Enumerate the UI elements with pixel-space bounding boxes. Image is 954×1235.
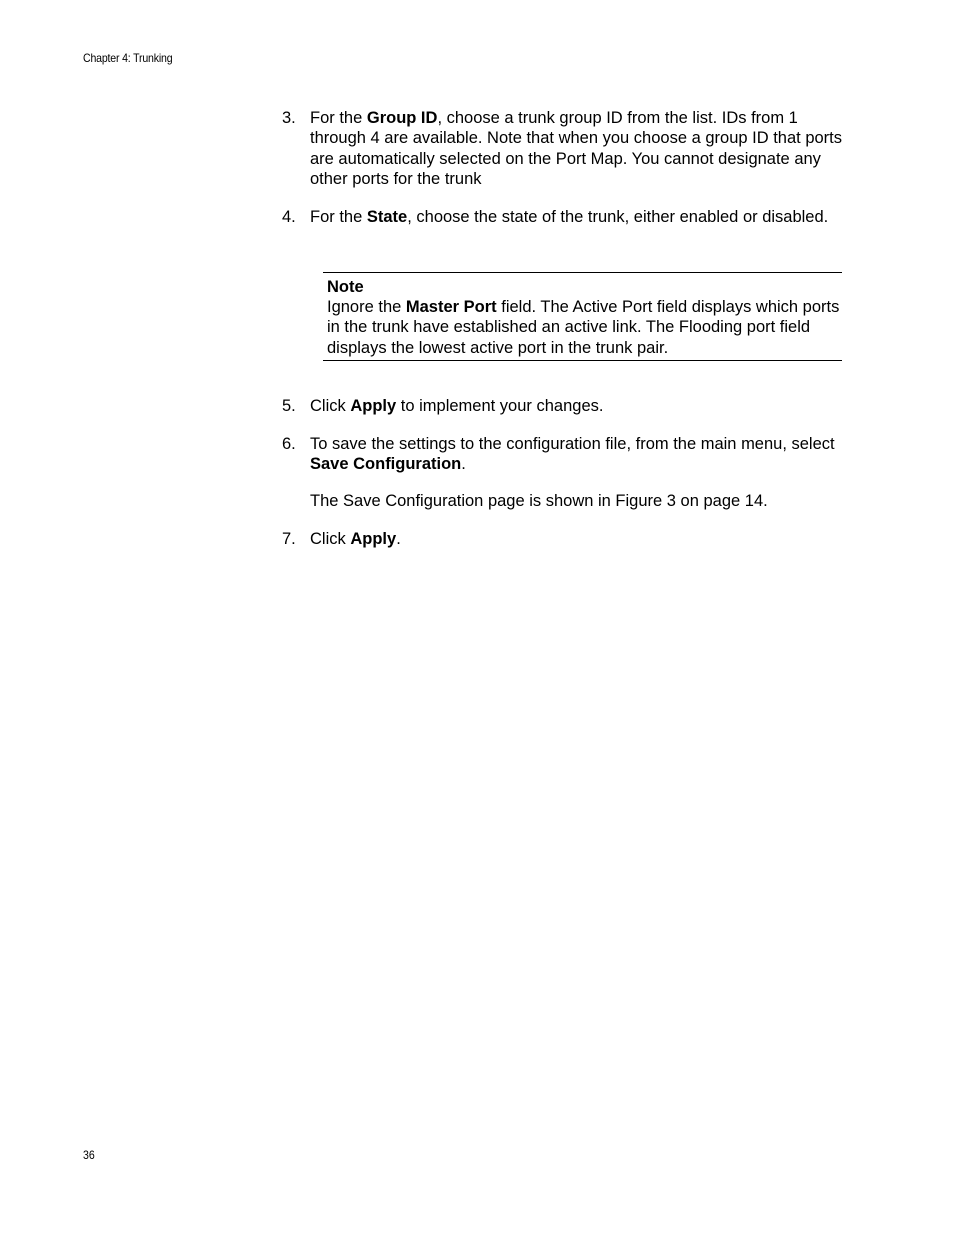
step-7 — [282, 529, 842, 549]
step-6-followup: The Save Configuration page is shown in Figure 3 on page 14. — [310, 492, 768, 510]
step-number: 6. — [282, 435, 296, 453]
running-header: Chapter 4: Trunking — [83, 51, 173, 65]
step-5 — [282, 396, 842, 416]
step-3 — [282, 108, 842, 189]
step-number: 4. — [282, 208, 296, 226]
step-6 — [282, 434, 842, 475]
note-title: Note — [327, 278, 364, 296]
note-text: Ignore the Master Port field. The Active Port field displays which ports in the trunk have established an active link. The Flooding port field displays the lowest active port in the trunk pair. — [327, 298, 840, 357]
step-number: 3. — [282, 109, 296, 127]
ui-term-state: State — [366, 208, 408, 226]
note-box — [323, 272, 842, 361]
step-text: Click Apply to implement your changes. — [310, 397, 604, 415]
ui-term-apply: Apply — [350, 397, 397, 415]
page-number: 36 — [83, 1148, 95, 1162]
step-number: 7. — [282, 530, 296, 548]
ui-term-group-id: Group ID — [366, 109, 438, 127]
step-text: Click Apply. — [310, 530, 401, 548]
ui-term-master-port: Master Port — [405, 298, 497, 316]
step-text: To save the settings to the configuration file, from the main menu, select Save Configuration. — [310, 435, 835, 474]
step-text: For the State, choose the state of the trunk, either enabled or disabled. — [310, 208, 829, 226]
ui-term-apply: Apply — [350, 530, 397, 548]
step-4 — [282, 207, 842, 227]
step-text: For the Group ID, choose a trunk group ID from the list. IDs from 1 through 4 are available. Note that when you choose a group ID that ports are automatically selected on the Port Map. You cannot designate any other ports for the trunk — [310, 109, 843, 188]
step-number: 5. — [282, 397, 296, 415]
ui-term-save-configuration: Save Configuration — [310, 455, 462, 474]
